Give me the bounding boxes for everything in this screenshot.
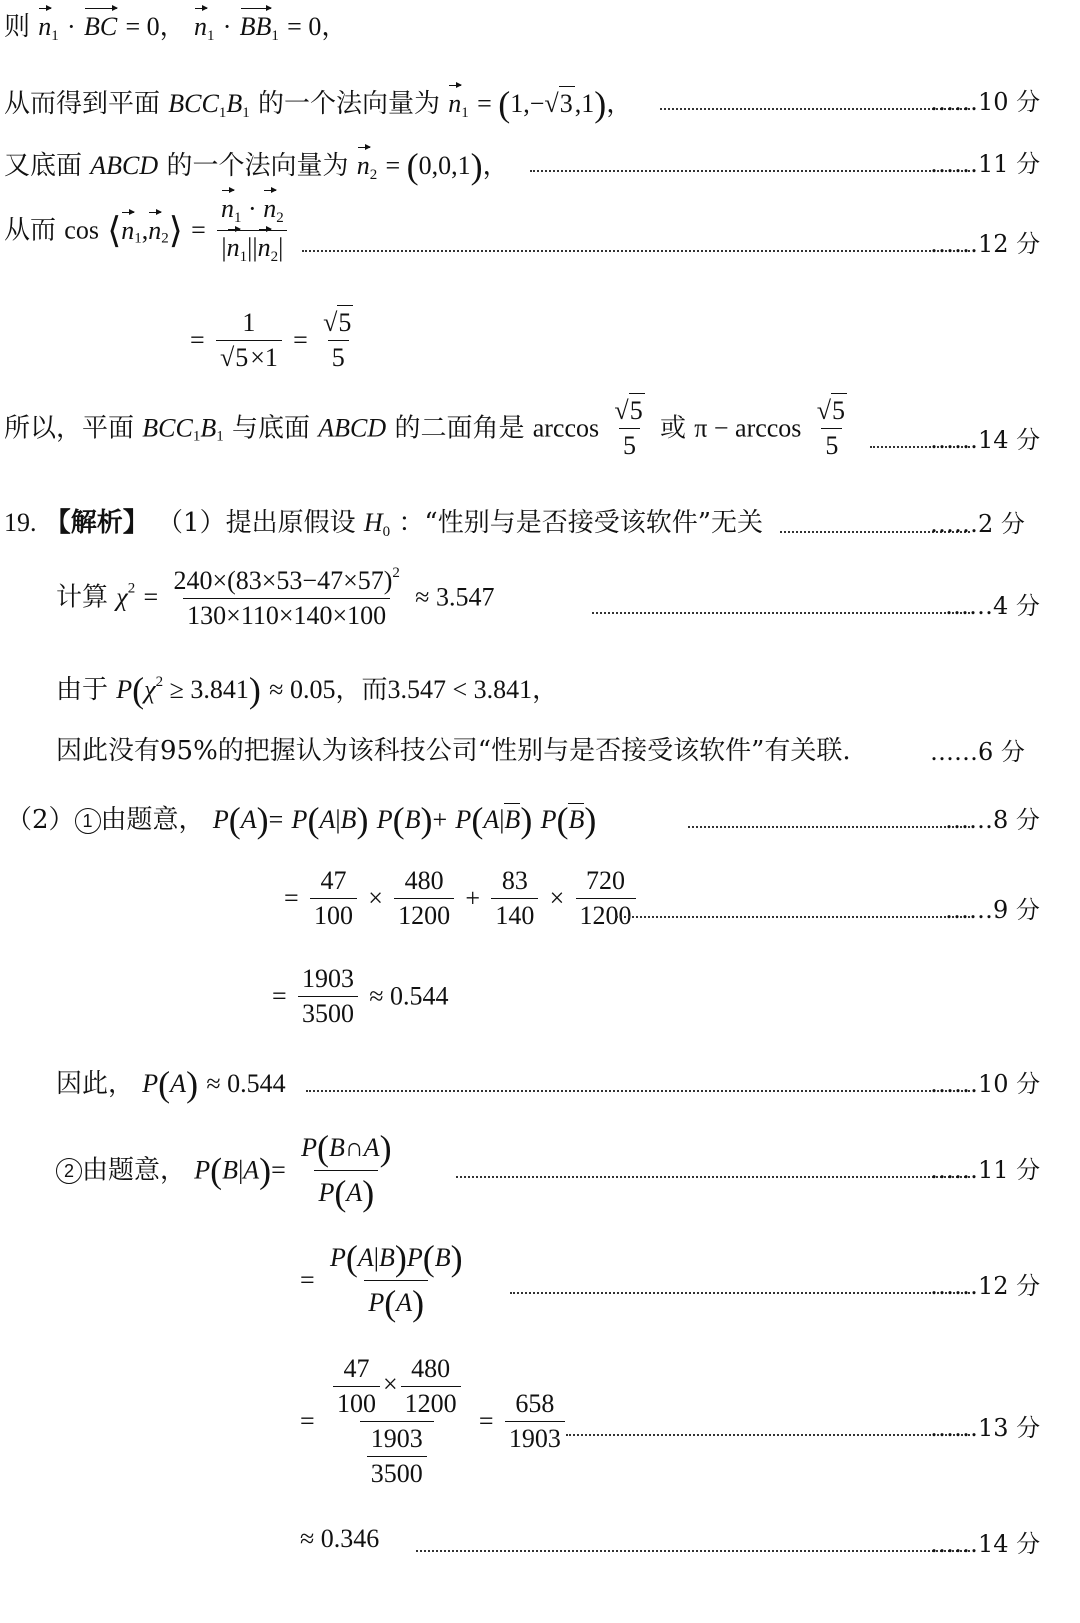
line-dihedral-angle: 所以，平面 $BCC_1B_1$ 与底面 ABCD 的二面角是 arccos $\frac{√5}{5}$ 或 π − arccos $\frac{√5}{5}$ xyxy=(4,398,854,459)
q19-hypothesis: 19. 【解析】 （1）提出原假设 $H_0$ ：“性别与是否接受该软件”无关 xyxy=(4,508,763,540)
score-12b: ……12 分 xyxy=(930,1272,1041,1300)
line-normal-vector-conditions: 则 $n_1$ · BC = 0， $n_1 \cdot BB_1 = 0$， xyxy=(4,12,348,44)
line-bayes: = $\frac{P(A|B)P(B)}{P(A)}$ xyxy=(300,1240,470,1321)
fraction: $\frac{√5}{5}$ xyxy=(610,398,648,459)
leader-dots xyxy=(530,170,970,172)
fraction: $\frac{P(B\cap A)}{P(A)}$ xyxy=(301,1128,392,1213)
score-14: ……14 分 xyxy=(930,426,1041,454)
leader-dots xyxy=(306,1090,970,1092)
leader-dots xyxy=(592,612,970,614)
fraction: $\frac{83}{140}$ xyxy=(491,868,538,929)
leader-dots xyxy=(456,1176,970,1178)
line-normal-vector-n1: 从而得到平面 $BCC_1B_1$ 的一个法向量为 $n_1 = (1,-√3,1)$， xyxy=(4,84,633,124)
line-conclusion-95: 因此没有95%的把握认为该科技公司“性别与是否接受该软件”有关联. xyxy=(56,736,851,766)
line-normal-vector-n2: 又底面 ABCD 的一个法向量为 $n_2 = (0,0,1)$， xyxy=(4,146,509,186)
score-10b: ……10 分 xyxy=(930,1070,1041,1098)
fraction: $\frac{47}{100}$ × $\frac{480}{1200}$ $\frac{1903}{3500}$ xyxy=(326,1356,468,1487)
fraction: $\frac{√5}{5}$ xyxy=(319,310,357,371)
fraction: $\frac{√5}{5}$ xyxy=(813,398,851,459)
leader-dots xyxy=(510,1292,970,1294)
fraction: $\frac{240\times(83\times 53-47\times 57)^2}{130\times 110\times 140\times 100}$ xyxy=(173,565,400,630)
line-critical-value: 由于 $P(\chi^2 \ge 3.841) \approx 0.05$，而3.547 < 3.841， xyxy=(56,670,559,710)
line-pa-answer: 因此， P(A) ≈ 0.544 xyxy=(56,1064,286,1104)
score-11b: ……11 分 xyxy=(930,1156,1041,1184)
fraction: $\frac{47}{100}$ xyxy=(310,868,357,929)
line-cos-formula: 从而 $\cos ⟨n_1,n_2⟩$ = $\frac{n_1 \cdot n_2}{|n_1||n_2|}$ xyxy=(4,196,291,265)
fraction: $\frac{1}{√5\times 1}$ xyxy=(216,310,282,371)
score-13: ……13 分 xyxy=(930,1414,1041,1442)
leader-dots xyxy=(688,826,970,828)
score-2: ……2 分 xyxy=(930,510,1025,538)
score-14b: ……14 分 xyxy=(930,1530,1041,1558)
fraction: $\frac{480}{1200}$ xyxy=(394,868,454,929)
fraction: $\frac{n_1 \cdot n_2}{|n_1||n_2|}$ xyxy=(217,196,288,265)
score-12: ……12 分 xyxy=(930,230,1041,258)
line-total-probability: （2） 1 由题意， P(A)= P(A|B) P(B)+ P(A|B) P(B) xyxy=(6,800,597,840)
fraction: $\frac{658}{1903}$ xyxy=(505,1391,565,1452)
score-4: ……4 分 xyxy=(945,592,1040,620)
line-final-answer: ≈ 0.346 xyxy=(300,1524,380,1553)
score-10: ……10 分 xyxy=(930,88,1041,116)
fraction: $\frac{720}{1200}$ xyxy=(576,868,636,929)
line-cos-value: = $\frac{1}{√5\times 1}$ = $\frac{√5}{5}$ xyxy=(190,310,360,371)
fraction: $\frac{P(A|B)P(B)}{P(A)}$ xyxy=(329,1238,463,1323)
score-11: ……11 分 xyxy=(930,150,1041,178)
leader-dots xyxy=(566,1434,970,1436)
leader-dots xyxy=(416,1550,970,1552)
line-total-probability-values: = $\frac{47}{100}$ × $\frac{480}{1200}$ + $\frac{83}{140}$ × $\frac{720}{1200}$ xyxy=(284,868,639,929)
score-9: ……9 分 xyxy=(945,896,1040,924)
score-8: ……8 分 xyxy=(945,806,1040,834)
line-chi-square: 计算 $\chi^2$ = $\frac{240\times(83\times 53-47\times 57)^2}{130\times 110\times 140\times 100}$ ≈ 3.547 xyxy=(56,565,495,630)
leader-dots xyxy=(616,916,970,918)
fraction: $\frac{1903}{3500}$ xyxy=(298,966,358,1027)
leader-dots xyxy=(302,250,970,252)
line-conditional-probability: 2 由题意， P(B|A)= $\frac{P(B\cap A)}{P(A)}$ xyxy=(56,1130,399,1211)
line-bayes-values: = $\frac{47}{100}$ × $\frac{480}{1200}$ $\frac{1903}{3500}$ = $\frac{658}{1903}$ xyxy=(300,1356,568,1487)
leader-dots xyxy=(660,108,970,110)
line-probability-result: = $\frac{1903}{3500}$ ≈ 0.544 xyxy=(272,964,449,1028)
score-6: ……6 分 xyxy=(930,738,1025,766)
